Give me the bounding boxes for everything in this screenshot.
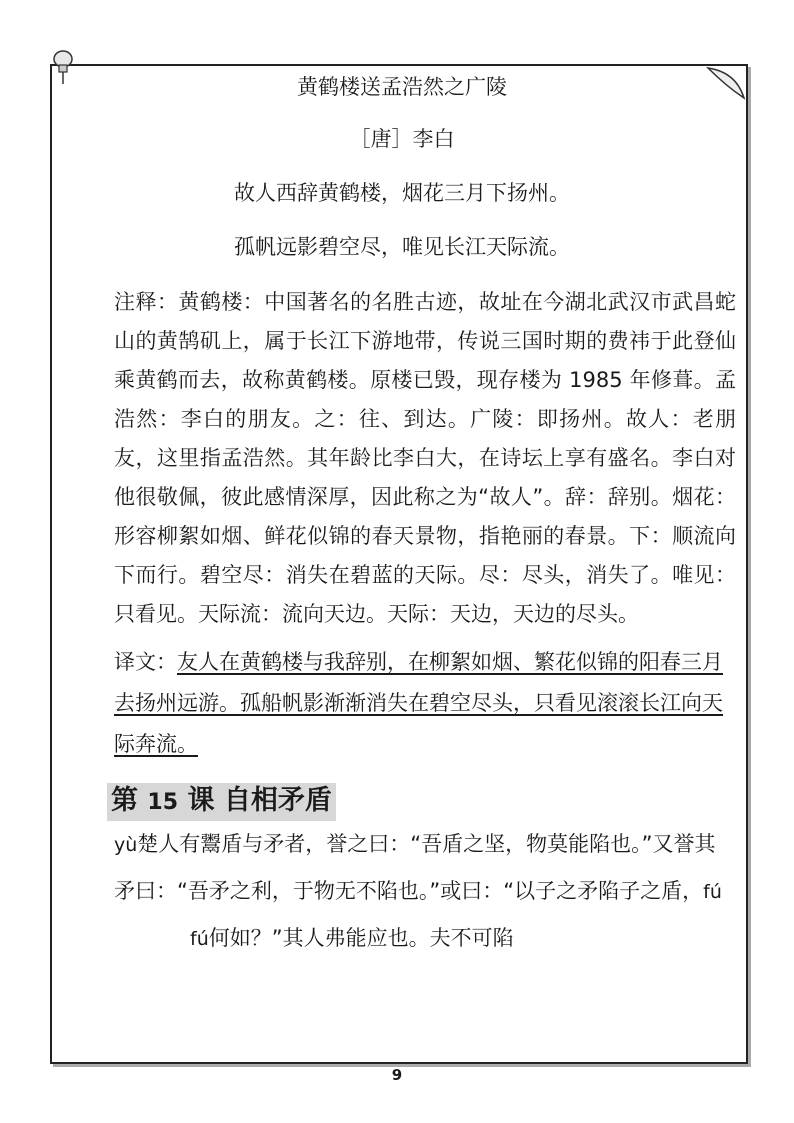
lesson-number: 15	[147, 790, 179, 815]
page-number: 9	[391, 1066, 403, 1084]
poem-line: 故人西辞黄鹤楼，烟花三月下扬州。	[234, 181, 570, 205]
lesson-suffix: 课	[187, 785, 215, 816]
story-paragraph	[62, 821, 742, 962]
lesson-heading	[107, 783, 336, 821]
translation-text: 友人在黄鹤楼与我辞别，在柳絮如烟、繁花似锦的阳春三月去扬州远游。孤船帆影渐渐消失在碧空尽头，只看见滚滚长江向天际奔流。	[114, 650, 723, 756]
poem-title: 黄鹤楼送孟浩然之广陵	[297, 75, 507, 99]
pinyin-annotation: fú	[190, 928, 209, 950]
page-content	[62, 64, 742, 962]
lesson-title: 自相矛盾	[223, 785, 332, 816]
translation-paragraph	[62, 642, 742, 765]
annotation-paragraph: 注释：黄鹤楼：中国著名的名胜古迹，故址在今湖北武汉市武昌蛇山的黄鹄矶上，属于长江下游地带，传说三国时期的费祎于此登仙乘黄鹤而去，故称黄鹤楼。原楼已毁，现存楼为 1985 年修葺。孟浩然：李白的朋友。之：往、到达。广陵：即扬州。故人：老朋友，这里指孟浩然。其年龄比李白大，在诗坛上享有盛名。李白对他很敬佩，彼此感情深厚，因此称之为“故人”。辞：辞别。烟花：形容柳絮如烟、鲜花似锦的春天景物，指艳丽的春景。下：顺流向下而行。碧空尽：消失在碧蓝的天际。尽：尽头，消失了。唯见：只看见。天际流：流向天边。天际：天边，天边的尽头。	[114, 290, 736, 626]
pinyin-annotation: yù	[114, 834, 138, 856]
lesson-prefix: 第	[111, 785, 138, 816]
translation-label: 译文：	[114, 650, 177, 674]
pinyin-annotation: fú	[703, 881, 722, 903]
story-text: 何如？”其人弗能应也。夫不可陷	[208, 926, 514, 950]
poem-line: 孤帆远影碧空尽，唯见长江天际流。	[234, 235, 570, 259]
poem-author: ［唐］李白	[349, 127, 455, 151]
story-text: 楚人有鬻盾与矛者，誉之曰：“吾盾之坚，物莫能陷也。”又誉其矛曰：“吾矛之利，于物无不陷也。”或曰：“以子之矛陷子之盾，	[114, 832, 716, 903]
